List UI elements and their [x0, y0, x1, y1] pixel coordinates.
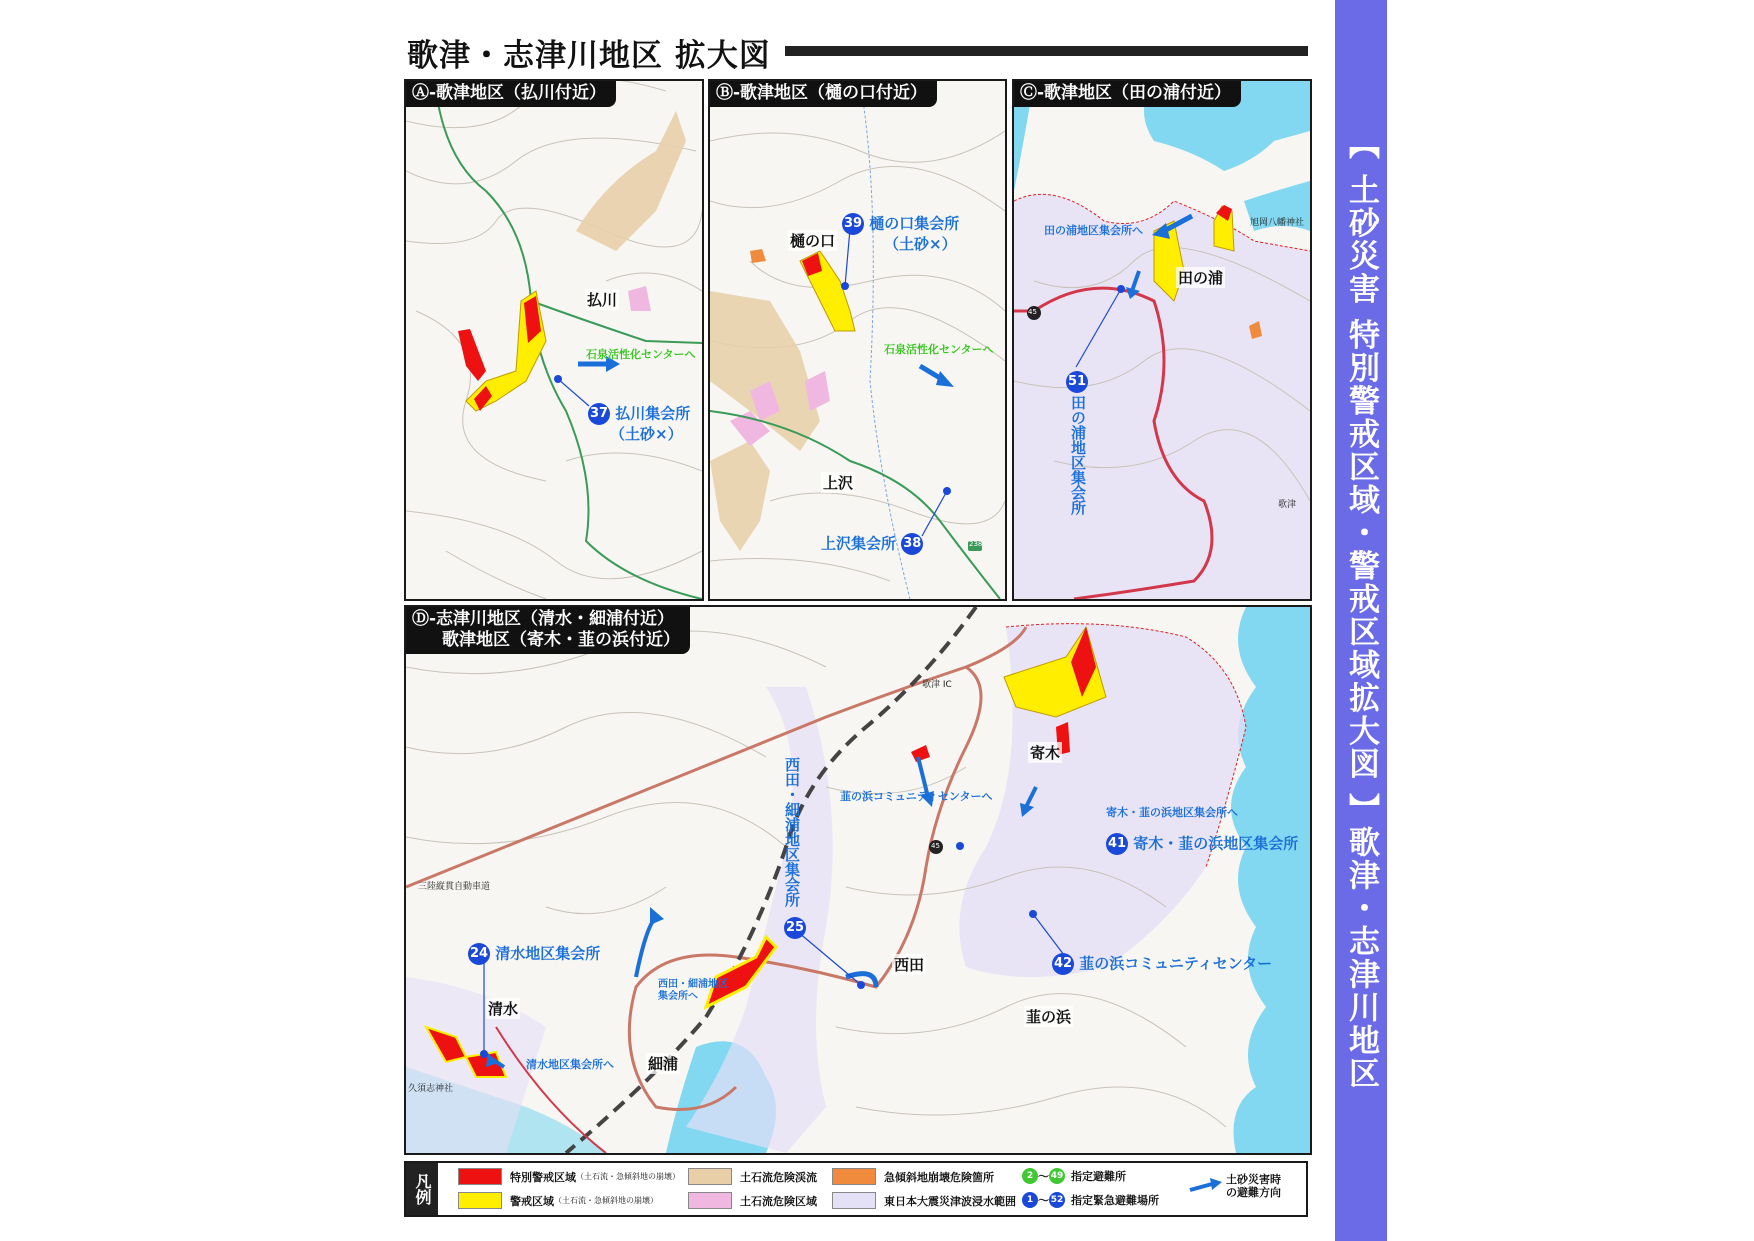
legend-swatch-slope — [832, 1168, 876, 1185]
place-shimizu: 清水 — [488, 1000, 519, 1018]
facility-37-note: （土砂×） — [610, 425, 683, 443]
place-hosoura: 細浦 — [648, 1055, 679, 1073]
legend-slope-danger — [832, 1168, 994, 1185]
route-238-badge: 238 — [969, 540, 983, 548]
facility-51 — [1066, 371, 1088, 393]
legend-shelter — [1022, 1168, 1126, 1184]
place-nishida: 西田 — [894, 956, 925, 974]
facility-42 — [1052, 953, 1272, 975]
place-niranohama: 韮の浜 — [1026, 1008, 1072, 1026]
legend-special-label: 特別警戒区域 — [510, 1170, 576, 1184]
side-banner-text — [1337, 128, 1385, 1090]
expressway-label: 三陸縦貫自動車道 — [418, 882, 491, 892]
facility-24-name: 清水地区集会所 — [495, 944, 601, 963]
facility-38-number: 38 — [901, 533, 923, 555]
side-banner-part1: 【 土砂災害 特別警戒区域・警戒区域拡大図 】 — [1343, 128, 1379, 827]
facility-37-number: 37 — [588, 403, 610, 425]
legend-emerg-sep: ～ — [1038, 1194, 1049, 1207]
legend-swatch-special — [458, 1168, 502, 1185]
facility-41-number: 41 — [1106, 833, 1128, 855]
facility-39-number: 39 — [842, 213, 864, 235]
facility-42-number: 42 — [1052, 953, 1074, 975]
legend-emergency — [1022, 1192, 1159, 1208]
d-arrow-yoriki: 寄木・韮の浜地区集会所へ — [1106, 806, 1238, 819]
title-rule — [785, 46, 1308, 56]
d-arrow-nishida — [658, 979, 728, 1003]
d-arrow-nishida-line2: 集会所へ — [658, 991, 698, 1002]
panel-d-label — [406, 607, 690, 654]
legend-emerg-label: 指定緊急避難場所 — [1071, 1194, 1159, 1207]
place-hinokuchi: 樋の口 — [790, 232, 836, 250]
c-small-place: 歌津 — [1278, 500, 1297, 510]
legend-debris-stream-label: 土石流危険渓流 — [740, 1170, 817, 1184]
green-arrow-a-text: 石泉活性化センターへ — [586, 348, 696, 361]
place-kamisawa: 上沢 — [823, 474, 854, 492]
legend-swatch-debris-area — [688, 1192, 732, 1209]
facility-42-name: 韮の浜コミュニティセンター — [1079, 954, 1273, 973]
legend-debris-area — [688, 1192, 817, 1209]
legend-swatch-tsunami — [832, 1192, 876, 1209]
legend — [404, 1161, 1308, 1217]
facility-37-name: 払川集会所 — [615, 404, 691, 423]
d-arrow-nira-center: 韮の浜コミュニティセンターへ — [840, 790, 993, 803]
route-45-badge-c: 45 — [1028, 308, 1037, 316]
legend-warning-zone — [458, 1192, 658, 1209]
panel-d-label-line2: 歌津地区（寄木・韮の浜付近） — [442, 630, 680, 650]
legend-tsunami-area — [832, 1192, 1016, 1209]
facility-25-number: 25 — [784, 917, 806, 939]
facility-39-note: （土砂×） — [884, 235, 957, 253]
utatsu-ic: 歌津 IC — [922, 680, 952, 690]
facility-37 — [588, 403, 690, 444]
panel-b-map — [708, 79, 1007, 601]
panel-a-map — [404, 79, 704, 601]
panel-c-map — [1012, 79, 1312, 601]
facility-39 — [842, 213, 959, 254]
facility-41-name: 寄木・韮の浜地区集会所 — [1133, 834, 1299, 853]
legend-warning-note: （土石流・急傾斜地の崩壊） — [554, 1196, 658, 1205]
shrine-asahioka: 旭岡八幡神社 — [1250, 218, 1305, 228]
facility-51-name: 田の浦地区集会所 — [1069, 395, 1087, 515]
route-45-badge-d: 45 — [931, 842, 940, 850]
place-tanoura: 田の浦 — [1178, 269, 1224, 287]
panel-a-map-graphic — [406, 81, 702, 599]
legend-evac-label: 土砂災害時の避難方向 — [1226, 1173, 1281, 1199]
legend-emerg-from: 1 — [1022, 1192, 1038, 1208]
legend-head: 凡例 — [406, 1163, 438, 1215]
legend-warning-label: 警戒区域 — [510, 1194, 554, 1208]
panel-a-label: Ⓐ-歌津地区（払川付近） — [406, 81, 616, 107]
panel-d-map — [404, 605, 1312, 1155]
facility-24 — [468, 943, 600, 965]
d-arrow-shimizu: 清水地区集会所へ — [526, 1058, 614, 1071]
c-arrow-text: 田の浦地区集会所へ — [1044, 224, 1143, 237]
legend-special-zone — [458, 1168, 680, 1185]
facility-38-name: 上沢集会所 — [821, 534, 897, 553]
legend-shelter-to: 49 — [1049, 1168, 1065, 1184]
panel-c-label: Ⓒ-歌津地区（田の浦付近） — [1014, 81, 1241, 107]
facility-24-number: 24 — [468, 943, 490, 965]
panel-b-label: Ⓑ-歌津地区（樋の口付近） — [710, 81, 937, 107]
legend-shelter-sep: ～ — [1038, 1170, 1049, 1183]
page-title: 歌津・志津川地区 拡大図 — [407, 38, 771, 74]
shrine-kusushi: 久須志神社 — [408, 1084, 454, 1094]
facility-51-number: 51 — [1066, 371, 1088, 393]
facility-25 — [784, 917, 806, 939]
legend-shelter-from: 2 — [1022, 1168, 1038, 1184]
d-arrow-nishida-line1: 西田・細浦地区 — [658, 979, 728, 990]
legend-special-note: （土石流・急傾斜地の崩壊） — [576, 1172, 680, 1181]
evac-arrow-icon — [1188, 1178, 1222, 1194]
panel-c-map-graphic — [1014, 81, 1310, 599]
legend-shelter-label: 指定避難所 — [1071, 1170, 1126, 1183]
legend-swatch-debris-stream — [688, 1168, 732, 1185]
legend-debris-area-label: 土石流危険区域 — [740, 1194, 817, 1208]
d-nishida-vertical: 西田・細浦地区集会所 — [783, 757, 801, 907]
side-banner-part2: 歌津・志津川地区 — [1343, 826, 1379, 1091]
legend-debris-stream — [688, 1168, 817, 1185]
panel-d-label-line1: Ⓓ-志津川地区（清水・細浦付近） — [412, 609, 675, 629]
panel-b-map-graphic — [710, 81, 1005, 599]
place-yoriki: 寄木 — [1030, 744, 1061, 762]
legend-emerg-to: 52 — [1049, 1192, 1065, 1208]
place-harakawa: 払川 — [587, 291, 618, 309]
facility-38 — [821, 533, 923, 555]
facility-41 — [1106, 833, 1298, 855]
facility-39-name: 樋の口集会所 — [869, 214, 960, 233]
green-arrow-b-text: 石泉活性化センターへ — [884, 343, 994, 356]
legend-tsunami-label: 東日本大震災津波浸水範囲 — [884, 1194, 1016, 1208]
legend-swatch-warning — [458, 1192, 502, 1209]
legend-slope-label: 急傾斜地崩壊危険箇所 — [884, 1170, 994, 1184]
legend-evac-direction — [1188, 1173, 1286, 1199]
